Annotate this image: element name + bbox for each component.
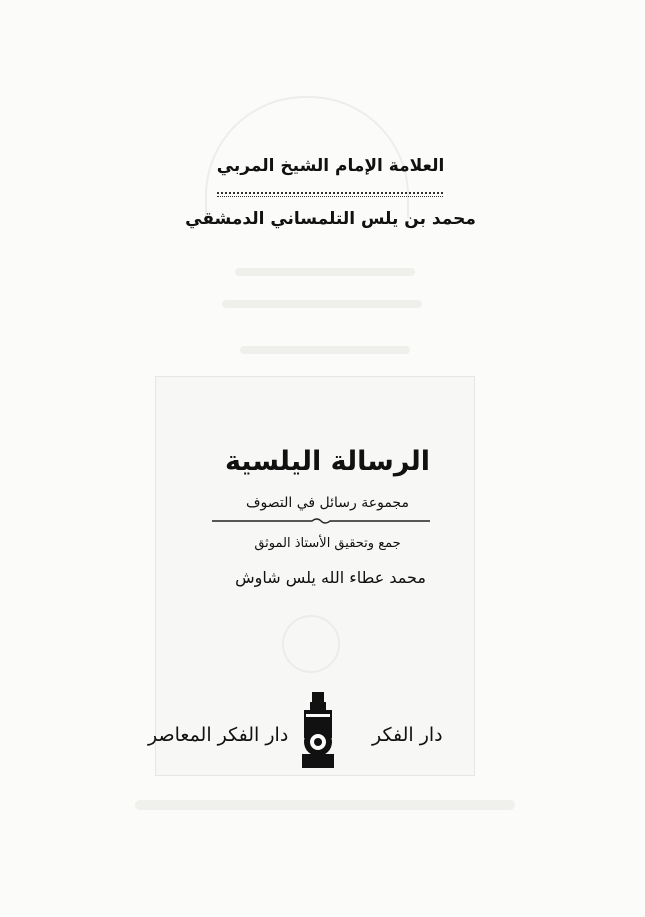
bleedthrough-footer [135, 800, 515, 810]
bleedthrough-line [222, 300, 422, 308]
publisher-name-contemporary: دار الفكر المعاصر [148, 724, 289, 746]
editor-name: محمد عطاء الله يلس شاوش [235, 568, 426, 587]
ornamental-rule [212, 517, 430, 525]
dar-al-fikr-logo-icon [296, 690, 340, 772]
publisher-name: دار الفكر [372, 724, 443, 746]
book-subtitle: مجموعة رسائل في التصوف [246, 495, 409, 511]
book-title: الرسالة اليلسية [224, 446, 431, 477]
compiled-by-label: جمع وتحقيق الأستاذ الموثق [254, 536, 401, 551]
author-name: محمد بن يلس التلمساني الدمشقي [185, 209, 476, 229]
author-title: العلامة الإمام الشيخ المربي [216, 156, 445, 176]
bleedthrough-line [240, 346, 410, 354]
bleedthrough-seal [282, 615, 340, 673]
dotted-divider [217, 196, 443, 197]
dotted-divider [217, 192, 443, 194]
bleedthrough-line [235, 268, 415, 276]
